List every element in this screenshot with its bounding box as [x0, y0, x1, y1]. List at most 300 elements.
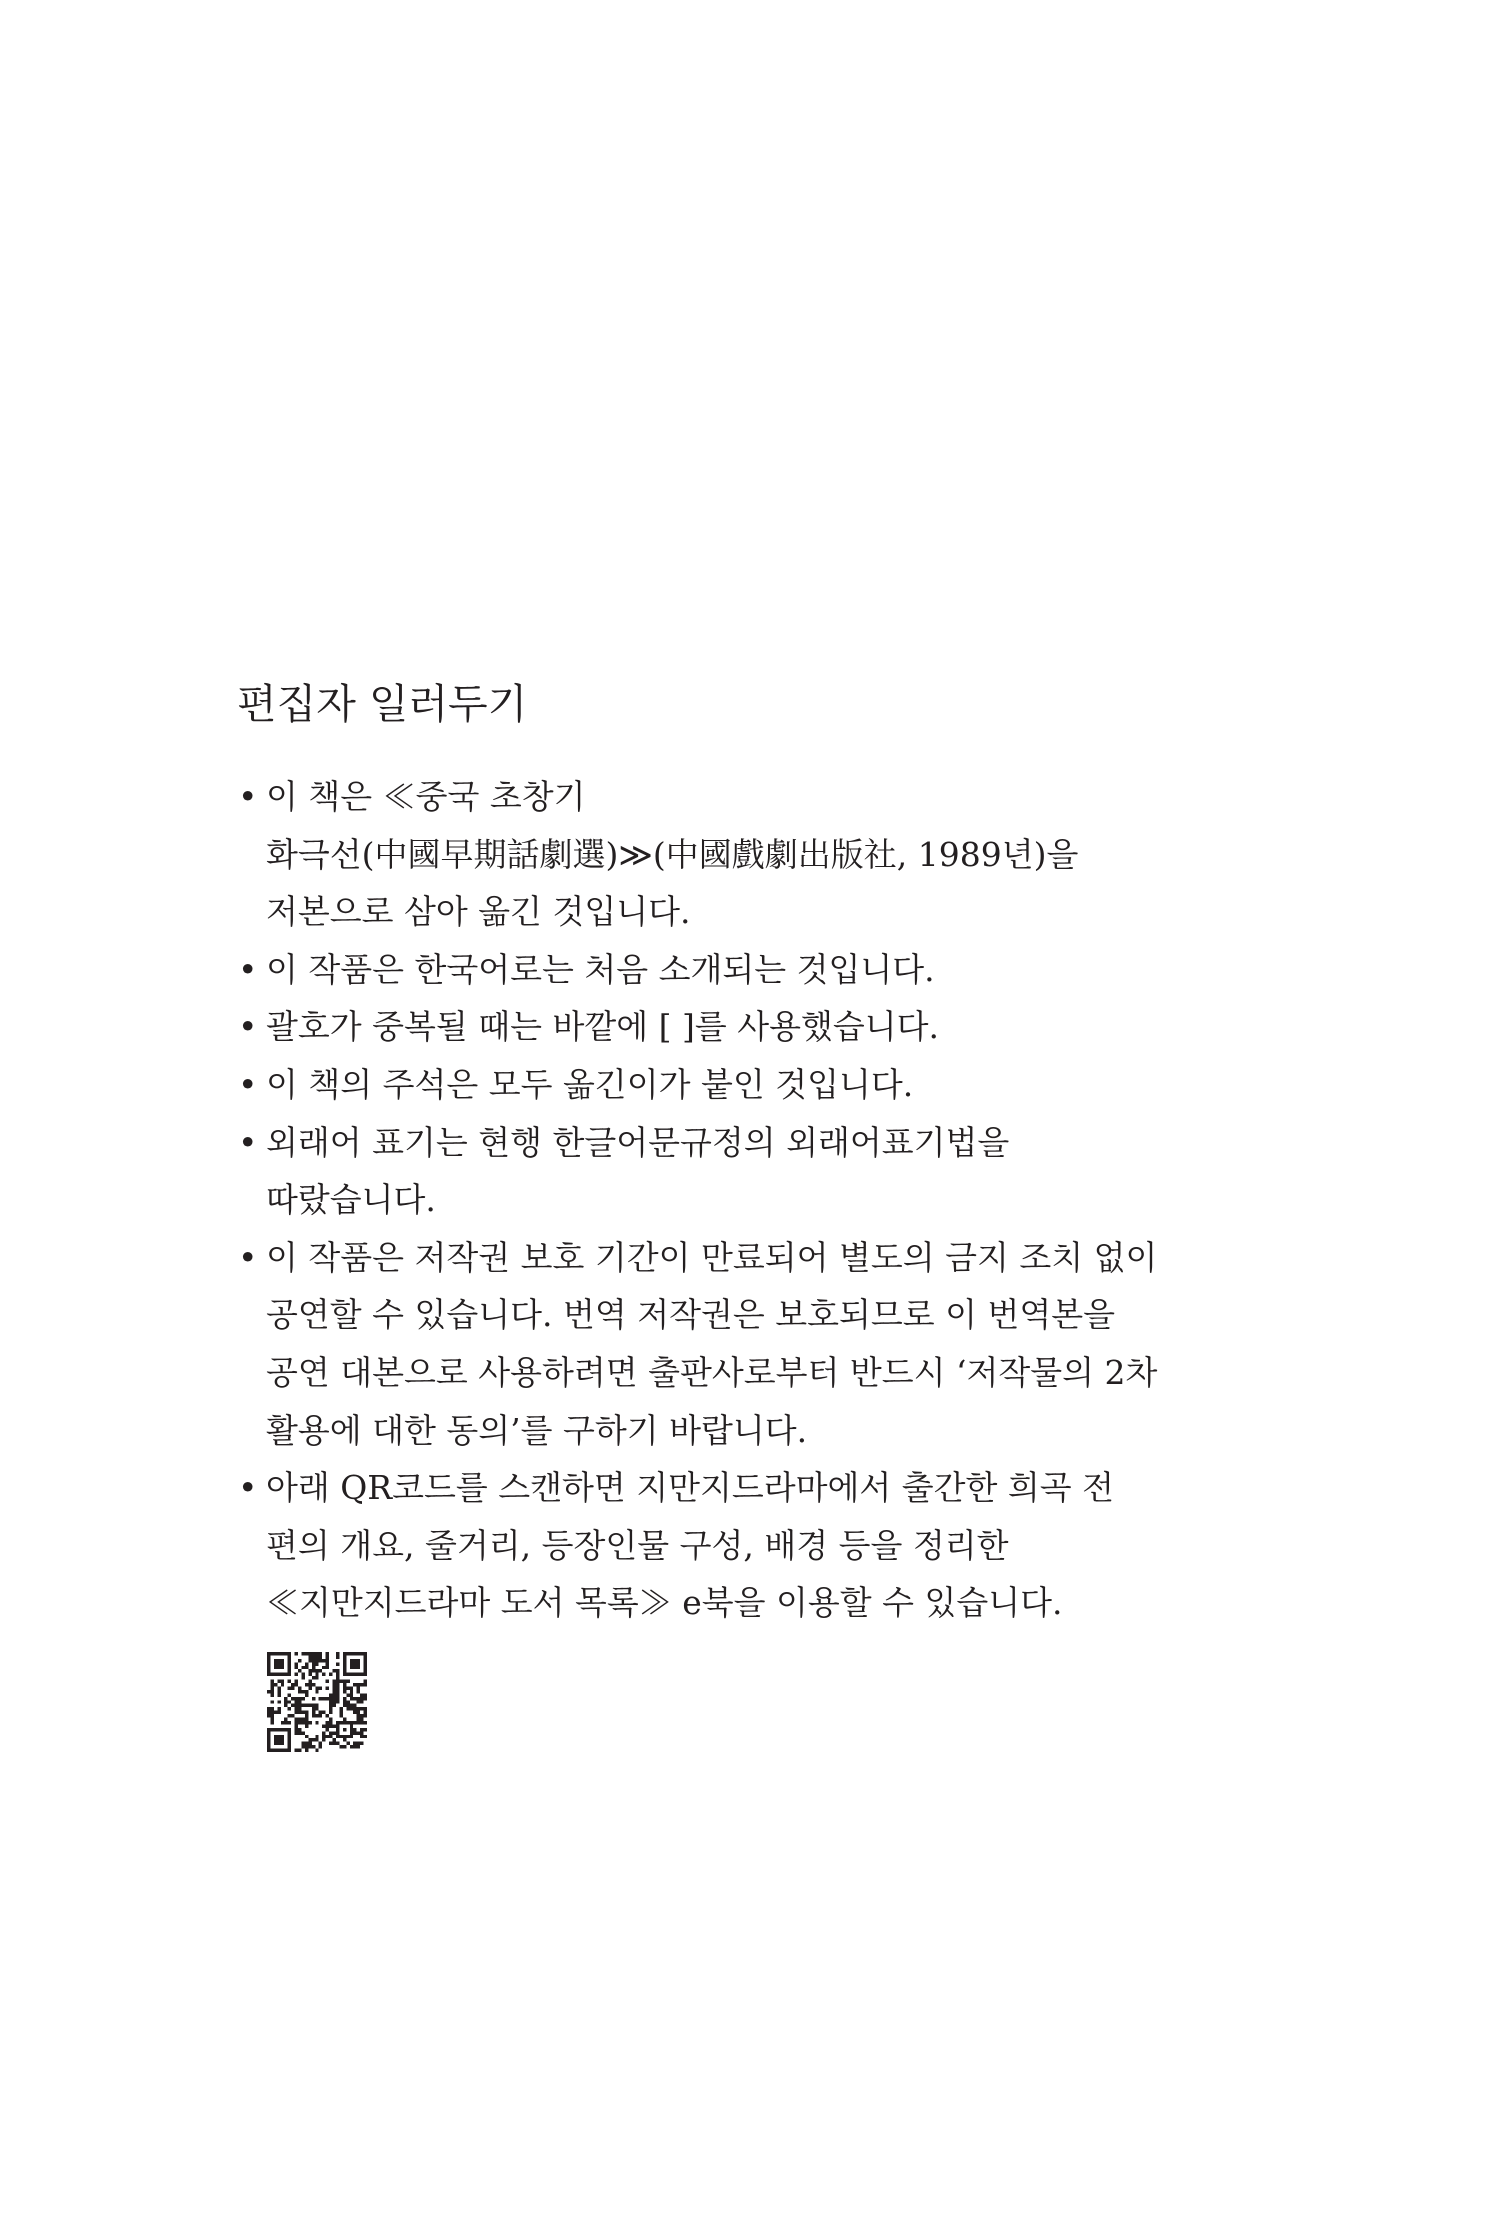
qr-module — [357, 1742, 360, 1745]
qr-module — [315, 1669, 318, 1672]
qr-module — [308, 1655, 311, 1658]
qr-module — [343, 1680, 346, 1683]
qr-module — [281, 1735, 284, 1738]
qr-module — [346, 1652, 349, 1655]
qr-module — [305, 1724, 308, 1727]
qr-module — [305, 1742, 308, 1745]
qr-module — [336, 1690, 339, 1693]
qr-module — [308, 1745, 311, 1748]
qr-module — [364, 1728, 367, 1731]
qr-module — [343, 1669, 346, 1672]
qr-module — [295, 1749, 298, 1752]
qr-module — [267, 1745, 270, 1748]
qr-module — [333, 1731, 336, 1734]
qr-module — [267, 1742, 270, 1745]
qr-module — [336, 1683, 339, 1686]
bullet-icon: • — [238, 1064, 258, 1104]
bullet-icon: • — [238, 949, 258, 989]
qr-module — [343, 1735, 346, 1738]
qr-module — [270, 1693, 273, 1696]
qr-module — [312, 1676, 315, 1679]
list-item — [236, 941, 1236, 999]
qr-module — [364, 1735, 367, 1738]
qr-module — [301, 1711, 304, 1714]
qr-module — [301, 1704, 304, 1707]
qr-module — [333, 1683, 336, 1686]
qr-module — [274, 1738, 277, 1741]
qr-module — [308, 1683, 311, 1686]
qr-module — [267, 1738, 270, 1741]
qr-module — [270, 1718, 273, 1721]
qr-module — [312, 1704, 315, 1707]
qr-module — [312, 1655, 315, 1658]
qr-module — [350, 1666, 353, 1669]
list-item — [236, 1114, 1236, 1229]
qr-module — [312, 1711, 315, 1714]
qr-module — [301, 1742, 304, 1745]
qr-module — [308, 1680, 311, 1683]
qr-module — [267, 1728, 270, 1731]
qr-module — [319, 1711, 322, 1714]
qr-module — [350, 1659, 353, 1662]
qr-module — [364, 1693, 367, 1696]
qr-module — [270, 1690, 273, 1693]
qr-module — [353, 1742, 356, 1745]
qr-module — [312, 1669, 315, 1672]
qr-module — [326, 1724, 329, 1727]
qr-module — [336, 1724, 339, 1727]
note-text-line: 활용에 대한 동의’를 구하기 바랍니다. — [266, 1410, 808, 1450]
qr-module — [315, 1735, 318, 1738]
qr-module — [267, 1711, 270, 1714]
qr-module — [336, 1731, 339, 1734]
note-text-line: 저본으로 삼아 옮긴 것입니다. — [266, 892, 691, 932]
qr-module — [343, 1662, 346, 1665]
qr-module — [350, 1728, 353, 1731]
qr-module — [288, 1738, 291, 1741]
qr-module — [357, 1652, 360, 1655]
qr-module — [281, 1749, 284, 1752]
qr-module — [284, 1721, 287, 1724]
qr-module — [329, 1711, 332, 1714]
qr-module — [295, 1697, 298, 1700]
qr-module — [357, 1714, 360, 1717]
qr-module — [357, 1731, 360, 1734]
qr-module — [364, 1680, 367, 1683]
qr-module — [315, 1749, 318, 1752]
qr-module — [360, 1742, 363, 1745]
qr-module — [336, 1652, 339, 1655]
qr-module — [305, 1745, 308, 1748]
qr-module — [360, 1693, 363, 1696]
qr-module — [288, 1673, 291, 1676]
qr-module — [360, 1707, 363, 1710]
qr-module — [284, 1697, 287, 1700]
qr-module — [301, 1721, 304, 1724]
qr-module — [350, 1693, 353, 1696]
qr-module — [326, 1721, 329, 1724]
qr-module — [298, 1700, 301, 1703]
qr-module — [322, 1697, 325, 1700]
note-text-line: ≪지만지드라마 도서 목록≫ e북을 이용할 수 있습니다. — [266, 1583, 1063, 1623]
qr-module — [364, 1673, 367, 1676]
qr-module — [270, 1686, 273, 1689]
qr-module — [333, 1690, 336, 1693]
qr-module — [295, 1673, 298, 1676]
qr-module — [326, 1735, 329, 1738]
qr-module — [336, 1655, 339, 1658]
qr-module — [274, 1673, 277, 1676]
qr-module — [319, 1745, 322, 1748]
qr-module — [343, 1721, 346, 1724]
note-text-line: 괄호가 중복될 때는 바깥에 [ ]를 사용했습니다. — [266, 1007, 939, 1047]
qr-module — [284, 1749, 287, 1752]
qr-module — [305, 1718, 308, 1721]
qr-module — [305, 1704, 308, 1707]
qr-module — [360, 1652, 363, 1655]
note-text-line: 화극선(中國早期話劇選)≫(中國戲劇出版社, 1989년)을 — [266, 834, 1079, 874]
qr-module — [267, 1652, 270, 1655]
qr-module — [329, 1693, 332, 1696]
list-item — [236, 998, 1236, 1056]
qr-module — [329, 1707, 332, 1710]
qr-module — [277, 1735, 280, 1738]
qr-module — [329, 1700, 332, 1703]
qr-module — [315, 1714, 318, 1717]
qr-module — [295, 1711, 298, 1714]
qr-module — [329, 1697, 332, 1700]
qr-module — [301, 1718, 304, 1721]
qr-module — [360, 1714, 363, 1717]
qr-module — [357, 1659, 360, 1662]
qr-module — [267, 1655, 270, 1658]
qr-module — [319, 1652, 322, 1655]
qr-module — [364, 1659, 367, 1662]
qr-module — [295, 1680, 298, 1683]
qr-module — [274, 1742, 277, 1745]
qr-module — [315, 1690, 318, 1693]
qr-module — [295, 1700, 298, 1703]
qr-module — [353, 1704, 356, 1707]
note-text-line: 이 작품은 한국어로는 처음 소개되는 것입니다. — [266, 949, 935, 989]
qr-module — [312, 1745, 315, 1748]
qr-module — [298, 1704, 301, 1707]
qr-module — [312, 1738, 315, 1741]
qr-module — [288, 1721, 291, 1724]
qr-module — [312, 1662, 315, 1665]
qr-module — [326, 1697, 329, 1700]
qr-module — [308, 1652, 311, 1655]
qr-module — [295, 1704, 298, 1707]
qr-module — [336, 1680, 339, 1683]
bullet-icon: • — [238, 1007, 258, 1047]
note-text-line: 공연 대본으로 사용하려면 출판사로부터 반드시 ‘저작물의 2차 — [266, 1352, 1158, 1392]
qr-module — [267, 1666, 270, 1669]
qr-module — [343, 1700, 346, 1703]
qr-module — [308, 1669, 311, 1672]
qr-module — [346, 1680, 349, 1683]
qr-module — [281, 1673, 284, 1676]
qr-module — [277, 1738, 280, 1741]
qr-module — [357, 1711, 360, 1714]
qr-module — [343, 1728, 346, 1731]
qr-module — [333, 1738, 336, 1741]
qr-module — [343, 1686, 346, 1689]
qr-module — [329, 1735, 332, 1738]
qr-module — [277, 1673, 280, 1676]
qr-module — [350, 1697, 353, 1700]
qr-module — [267, 1707, 270, 1710]
qr-module — [295, 1652, 298, 1655]
qr-module — [336, 1721, 339, 1724]
qr-module — [343, 1738, 346, 1741]
qr-module — [281, 1680, 284, 1683]
qr-module — [270, 1707, 273, 1710]
bullet-icon: • — [238, 777, 258, 816]
qr-module — [322, 1738, 325, 1741]
qr-module — [326, 1652, 329, 1655]
qr-module — [364, 1662, 367, 1665]
qr-module — [319, 1686, 322, 1689]
qr-module — [343, 1718, 346, 1721]
qr-module — [305, 1693, 308, 1696]
qr-module — [298, 1686, 301, 1689]
qr-module — [315, 1676, 318, 1679]
qr-module — [295, 1728, 298, 1731]
qr-module — [339, 1714, 342, 1717]
qr-module — [301, 1676, 304, 1679]
note-text-line: 아래 QR코드를 스캔하면 지만지드라마에서 출간한 희곡 전 — [266, 1468, 1115, 1508]
qr-module — [360, 1683, 363, 1686]
qr-module — [270, 1714, 273, 1717]
qr-module — [288, 1714, 291, 1717]
qr-module — [270, 1683, 273, 1686]
qr-module — [274, 1666, 277, 1669]
qr-module — [308, 1659, 311, 1662]
qr-module — [357, 1662, 360, 1665]
qr-module — [360, 1721, 363, 1724]
qr-module — [277, 1680, 280, 1683]
qr-module — [305, 1690, 308, 1693]
qr-module — [315, 1652, 318, 1655]
qr-module — [291, 1697, 294, 1700]
qr-module — [315, 1707, 318, 1710]
qr-module — [322, 1666, 325, 1669]
qr-module — [343, 1745, 346, 1748]
qr-module — [350, 1652, 353, 1655]
qr-module — [312, 1666, 315, 1669]
qr-module — [298, 1690, 301, 1693]
qr-module — [350, 1745, 353, 1748]
qr-module — [312, 1714, 315, 1717]
qr-module — [319, 1742, 322, 1745]
qr-module — [339, 1711, 342, 1714]
qr-module — [281, 1662, 284, 1665]
qr-module — [281, 1728, 284, 1731]
qr-module — [301, 1673, 304, 1676]
qr-module — [295, 1721, 298, 1724]
qr-module — [326, 1659, 329, 1662]
qr-module — [288, 1707, 291, 1710]
qr-module — [357, 1690, 360, 1693]
qr-code[interactable] — [267, 1652, 367, 1752]
qr-module — [350, 1707, 353, 1710]
qr-module — [267, 1749, 270, 1752]
qr-module — [364, 1683, 367, 1686]
qr-module — [301, 1697, 304, 1700]
qr-module — [288, 1662, 291, 1665]
qr-module — [291, 1704, 294, 1707]
qr-module — [298, 1707, 301, 1710]
qr-module — [281, 1742, 284, 1745]
qr-module — [308, 1704, 311, 1707]
qr-module — [343, 1704, 346, 1707]
qr-module — [343, 1652, 346, 1655]
qr-module — [329, 1673, 332, 1676]
qr-module — [339, 1745, 342, 1748]
qr-module — [274, 1728, 277, 1731]
qr-module — [336, 1728, 339, 1731]
qr-module — [353, 1731, 356, 1734]
qr-module — [284, 1718, 287, 1721]
qr-module — [281, 1683, 284, 1686]
qr-module — [360, 1728, 363, 1731]
qr-module — [350, 1673, 353, 1676]
qr-module — [281, 1659, 284, 1662]
qr-module — [277, 1749, 280, 1752]
qr-module — [305, 1721, 308, 1724]
qr-module — [360, 1697, 363, 1700]
qr-module — [343, 1659, 346, 1662]
qr-module — [312, 1652, 315, 1655]
qr-module — [326, 1686, 329, 1689]
qr-module — [298, 1669, 301, 1672]
qr-module — [339, 1721, 342, 1724]
qr-module — [357, 1673, 360, 1676]
qr-module — [329, 1704, 332, 1707]
qr-module — [312, 1683, 315, 1686]
qr-module — [305, 1714, 308, 1717]
qr-module — [277, 1728, 280, 1731]
qr-module — [288, 1693, 291, 1696]
qr-module — [319, 1697, 322, 1700]
qr-module — [343, 1655, 346, 1658]
note-text-line: 이 책은 ≪중국 초창기 — [266, 777, 586, 816]
qr-module — [333, 1704, 336, 1707]
qr-module — [360, 1673, 363, 1676]
qr-module — [353, 1721, 356, 1724]
qr-module — [277, 1690, 280, 1693]
qr-module — [346, 1735, 349, 1738]
qr-module — [322, 1659, 325, 1662]
qr-module — [319, 1659, 322, 1662]
qr-module — [364, 1666, 367, 1669]
qr-module — [305, 1711, 308, 1714]
qr-module — [298, 1697, 301, 1700]
qr-module — [350, 1735, 353, 1738]
list-item — [236, 1056, 1236, 1114]
qr-module — [346, 1707, 349, 1710]
qr-module — [357, 1686, 360, 1689]
qr-module — [288, 1652, 291, 1655]
qr-module — [277, 1662, 280, 1665]
qr-module — [353, 1745, 356, 1748]
qr-module — [288, 1731, 291, 1734]
qr-module — [319, 1655, 322, 1658]
qr-module — [319, 1714, 322, 1717]
qr-module — [277, 1693, 280, 1696]
qr-module — [308, 1738, 311, 1741]
qr-module — [357, 1697, 360, 1700]
qr-module — [346, 1686, 349, 1689]
qr-module — [322, 1711, 325, 1714]
qr-module — [291, 1686, 294, 1689]
qr-module — [305, 1662, 308, 1665]
qr-module — [343, 1666, 346, 1669]
qr-module — [298, 1721, 301, 1724]
qr-module — [291, 1683, 294, 1686]
list-item — [236, 768, 1236, 941]
qr-module — [319, 1669, 322, 1672]
qr-module — [333, 1669, 336, 1672]
qr-module — [357, 1718, 360, 1721]
qr-module — [277, 1707, 280, 1710]
qr-module — [329, 1731, 332, 1734]
qr-module — [308, 1742, 311, 1745]
qr-module — [364, 1707, 367, 1710]
qr-module — [326, 1655, 329, 1658]
qr-module — [267, 1690, 270, 1693]
qr-module — [274, 1735, 277, 1738]
qr-module — [346, 1700, 349, 1703]
qr-module — [346, 1704, 349, 1707]
qr-module — [284, 1673, 287, 1676]
qr-module — [288, 1669, 291, 1672]
list-item — [236, 1229, 1236, 1459]
qr-module — [267, 1714, 270, 1717]
qr-module — [298, 1728, 301, 1731]
qr-module — [353, 1673, 356, 1676]
qr-module — [305, 1735, 308, 1738]
qr-module — [336, 1673, 339, 1676]
qr-module — [295, 1707, 298, 1710]
qr-module — [350, 1731, 353, 1734]
qr-module — [357, 1721, 360, 1724]
qr-module — [305, 1652, 308, 1655]
qr-module — [333, 1697, 336, 1700]
qr-module — [333, 1680, 336, 1683]
qr-module — [343, 1673, 346, 1676]
qr-module — [350, 1686, 353, 1689]
qr-module — [288, 1700, 291, 1703]
qr-module — [288, 1686, 291, 1689]
qr-module — [295, 1731, 298, 1734]
qr-module — [288, 1745, 291, 1748]
qr-module — [291, 1714, 294, 1717]
qr-module — [336, 1697, 339, 1700]
qr-module — [267, 1735, 270, 1738]
qr-module — [353, 1652, 356, 1655]
qr-module — [353, 1683, 356, 1686]
qr-module — [353, 1662, 356, 1665]
qr-module — [336, 1693, 339, 1696]
qr-module — [305, 1749, 308, 1752]
qr-module — [329, 1724, 332, 1727]
qr-module — [305, 1683, 308, 1686]
qr-module — [315, 1721, 318, 1724]
qr-module — [360, 1735, 363, 1738]
qr-module — [339, 1680, 342, 1683]
